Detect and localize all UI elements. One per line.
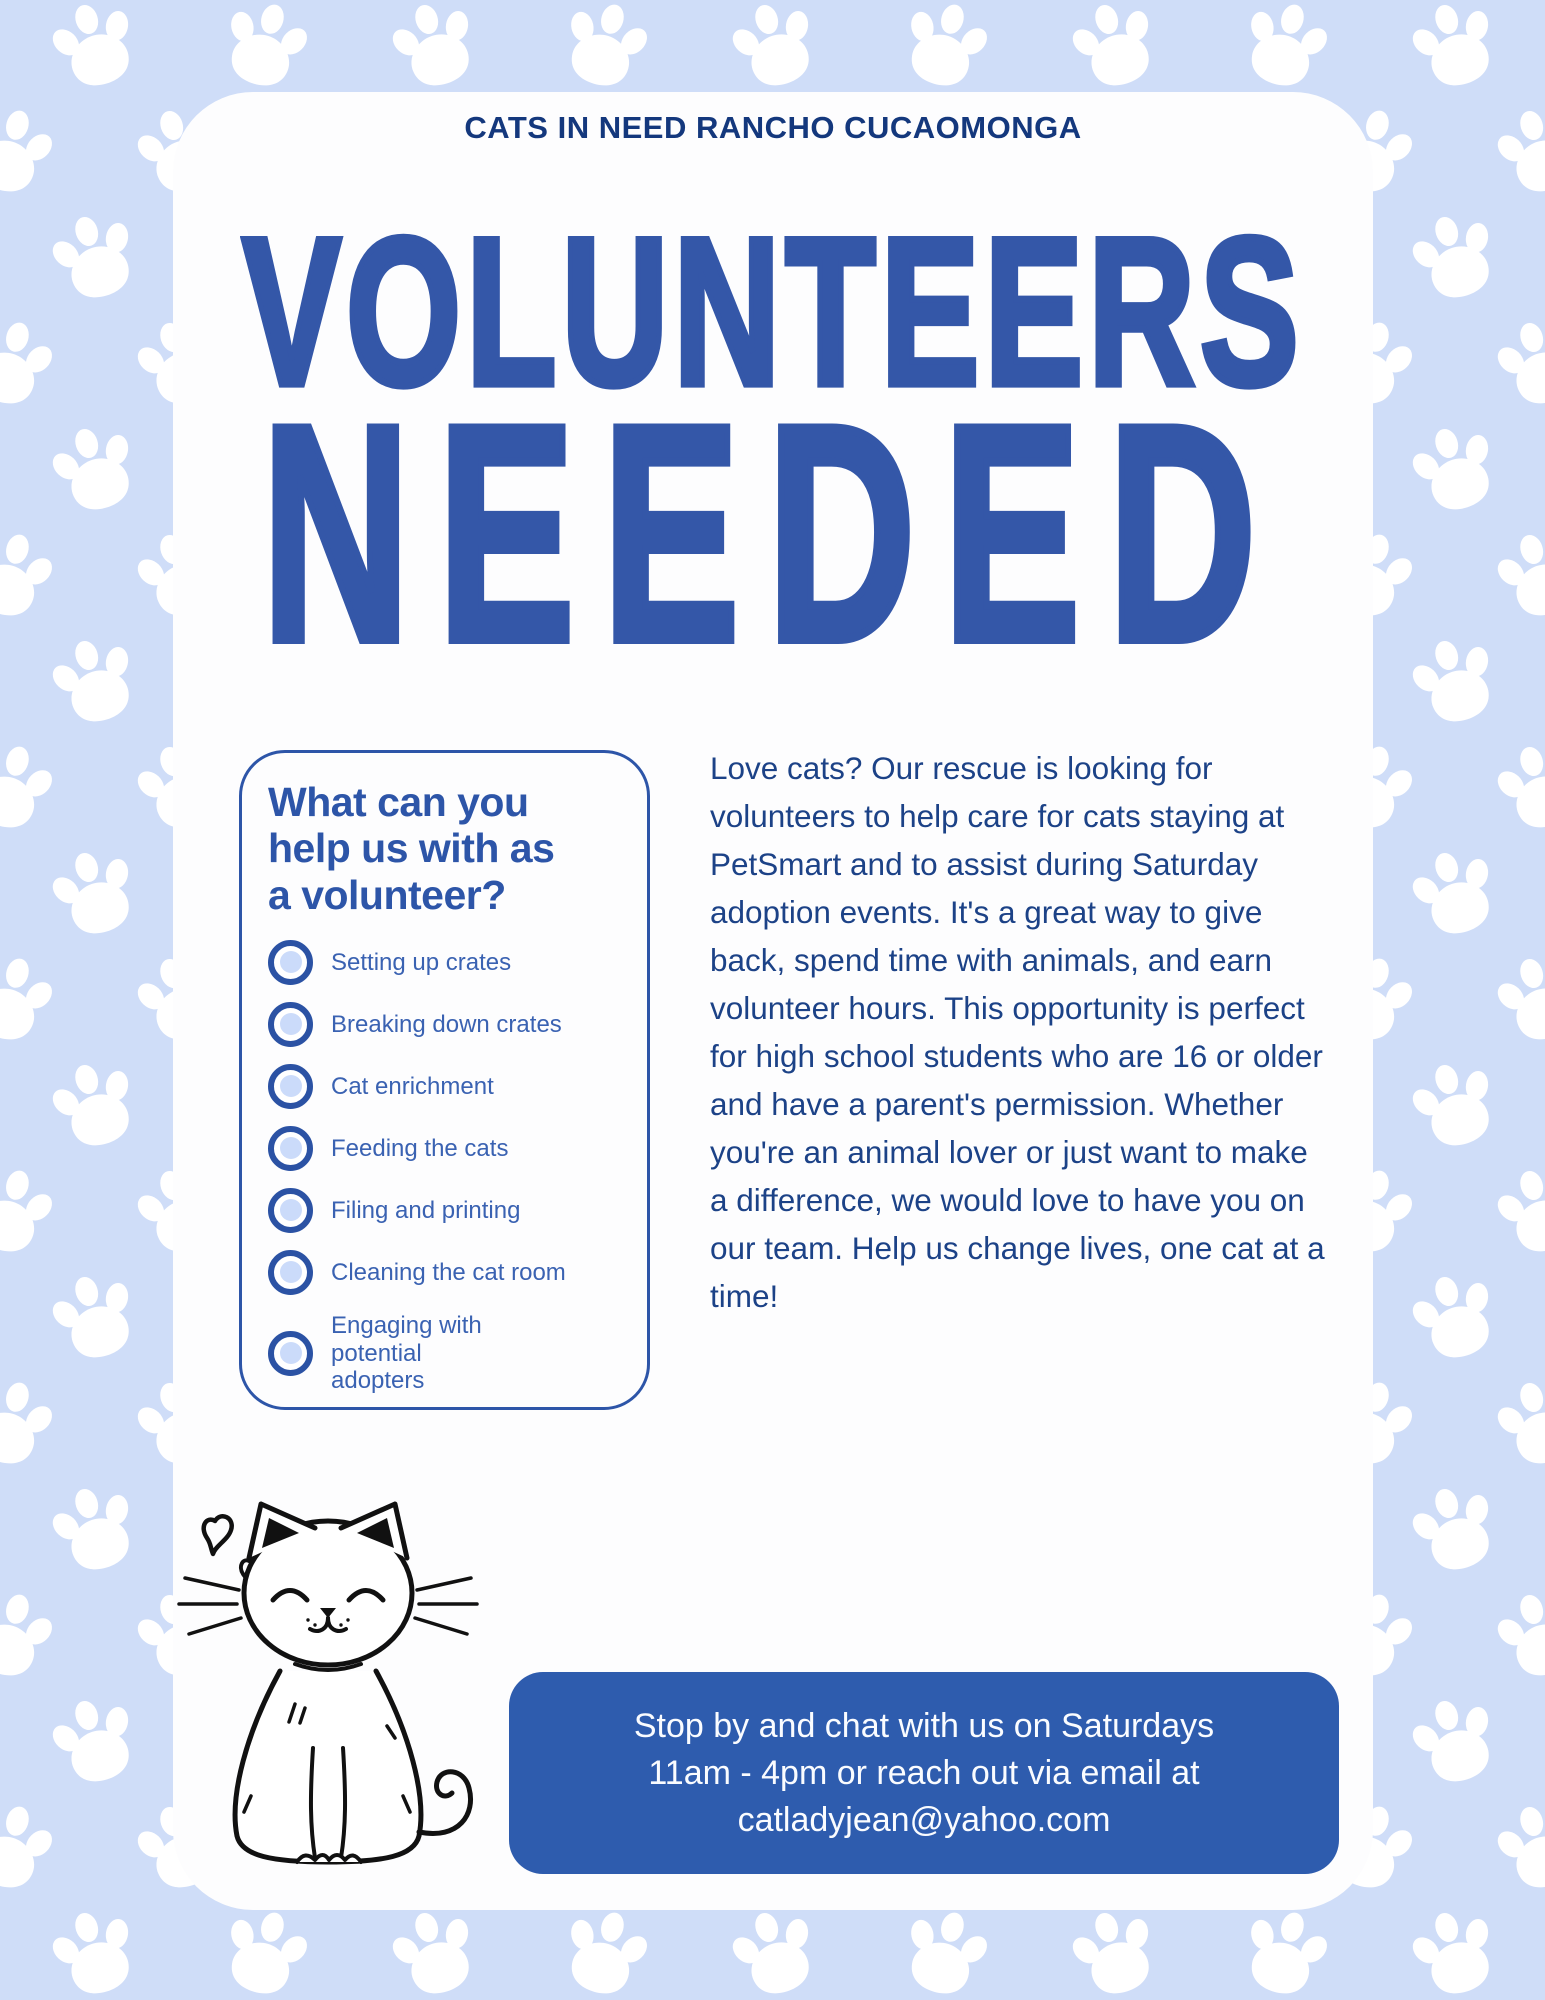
checkbox-circle-icon (268, 1126, 313, 1171)
paw-icon (1492, 1801, 1545, 1893)
paw-icon (1407, 1483, 1503, 1575)
paw-icon (0, 1165, 58, 1257)
task-list (268, 940, 625, 1395)
paw-icon (1407, 635, 1503, 727)
paw-icon (0, 1377, 58, 1469)
paw-icon (727, 1907, 823, 1999)
task-label: Setting up crates (331, 948, 512, 976)
contact-banner (509, 1672, 1339, 1874)
paw-icon (1492, 1589, 1545, 1681)
heart-icon (204, 1516, 232, 1554)
paw-icon (1407, 1695, 1503, 1787)
paw-icon (0, 529, 58, 621)
paw-icon (0, 317, 58, 409)
checkbox-dot (280, 1342, 302, 1364)
cat-illustration (177, 1496, 479, 1886)
checkbox-dot (280, 1137, 302, 1159)
paw-icon (1237, 1907, 1333, 1999)
paw-icon (1067, 1907, 1163, 1999)
paw-icon (217, 1907, 313, 1999)
title-needed: NEEDED (261, 362, 1285, 706)
checkbox-dot (280, 1261, 302, 1283)
contact-line: 11am - 4pm or reach out via email at (648, 1753, 1200, 1792)
checkbox-circle-icon (268, 1188, 313, 1233)
volunteer-tasks-box (239, 750, 650, 1410)
paw-icon (1492, 741, 1545, 833)
paw-icon (47, 1695, 143, 1787)
paw-icon (1492, 317, 1545, 409)
task-label: Filing and printing (331, 1196, 521, 1224)
task-row (268, 1126, 625, 1171)
paw-icon (1492, 529, 1545, 621)
checkbox-circle-icon (268, 1250, 313, 1295)
task-row (268, 1312, 625, 1395)
paw-icon (47, 423, 143, 515)
tasks-heading-line: What can you (268, 779, 529, 825)
task-label: Engaging with potential adopters (331, 1311, 482, 1395)
body-paragraph: Love cats? Our rescue is looking for volunteers to help care for cats staying at PetSmart and to assist during Saturday adoption events. It's a great way to give back, spend time with animals, and earn volunteer hours. This opportunity is perfect for high school students who are 16 or older and have a parent's permission. Whether you're an animal lover or just want to make a difference, we would love to have you on our team. Help us change lives, one cat at a time! (710, 750, 1325, 1314)
paw-icon (0, 1589, 58, 1681)
checkbox-dot (280, 1013, 302, 1035)
paw-icon (217, 0, 313, 91)
paw-icon (47, 1907, 143, 1999)
paw-icon (47, 211, 143, 303)
task-row (268, 1250, 625, 1295)
checkbox-dot (280, 1075, 302, 1097)
paw-icon (1407, 1059, 1503, 1151)
task-label: Cleaning the cat room (331, 1258, 566, 1286)
paw-icon (1492, 1165, 1545, 1257)
paw-icon (557, 0, 653, 91)
checkbox-dot (280, 1199, 302, 1221)
paw-icon (1492, 105, 1545, 197)
paw-icon (47, 1483, 143, 1575)
task-label: Feeding the cats (331, 1134, 509, 1162)
contact-line: Stop by and chat with us on Saturdays (633, 1706, 1215, 1745)
task-label: Cat enrichment (331, 1072, 494, 1100)
paw-icon (897, 1907, 993, 1999)
task-row (268, 1002, 625, 1047)
checkbox-circle-icon (268, 1064, 313, 1109)
task-row (268, 1064, 625, 1109)
paw-icon (0, 1801, 58, 1893)
paw-icon (47, 0, 143, 91)
paw-icon (1237, 0, 1333, 91)
task-row (268, 940, 625, 985)
paw-icon (1407, 0, 1503, 91)
paw-icon (557, 1907, 653, 1999)
paw-icon (727, 0, 823, 91)
org-name: CATS IN NEED RANCHO CUCAOMONGA (464, 110, 1082, 145)
paw-icon (1407, 1271, 1503, 1363)
paw-icon (897, 0, 993, 91)
paw-icon (47, 1059, 143, 1151)
flyer-card (173, 92, 1373, 1910)
paw-icon (0, 105, 58, 197)
paw-icon (0, 953, 58, 1045)
paw-icon (47, 847, 143, 939)
paw-icon (1407, 211, 1503, 303)
paw-icon (387, 1907, 483, 1999)
contact-email: catladyjean@yahoo.com (737, 1800, 1111, 1839)
paw-icon (47, 635, 143, 727)
paw-icon (387, 0, 483, 91)
paw-icon (1407, 1907, 1503, 1999)
task-row (268, 1188, 625, 1233)
title-volunteers: VOLUNTEERS (242, 195, 1304, 430)
paw-icon (1492, 1377, 1545, 1469)
checkbox-dot (280, 951, 302, 973)
checkbox-circle-icon (268, 1331, 313, 1376)
paw-icon (1407, 847, 1503, 939)
paw-icon (1407, 423, 1503, 515)
tasks-heading (268, 779, 625, 918)
tasks-heading-line: help us with as (268, 825, 555, 872)
paw-icon (0, 741, 58, 833)
paw-icon (1067, 0, 1163, 91)
paw-icon (1492, 953, 1545, 1045)
tasks-heading-line: a volunteer? (268, 871, 506, 918)
checkbox-circle-icon (268, 1002, 313, 1047)
task-label: Breaking down crates (331, 1010, 562, 1038)
paw-icon (47, 1271, 143, 1363)
checkbox-circle-icon (268, 940, 313, 985)
